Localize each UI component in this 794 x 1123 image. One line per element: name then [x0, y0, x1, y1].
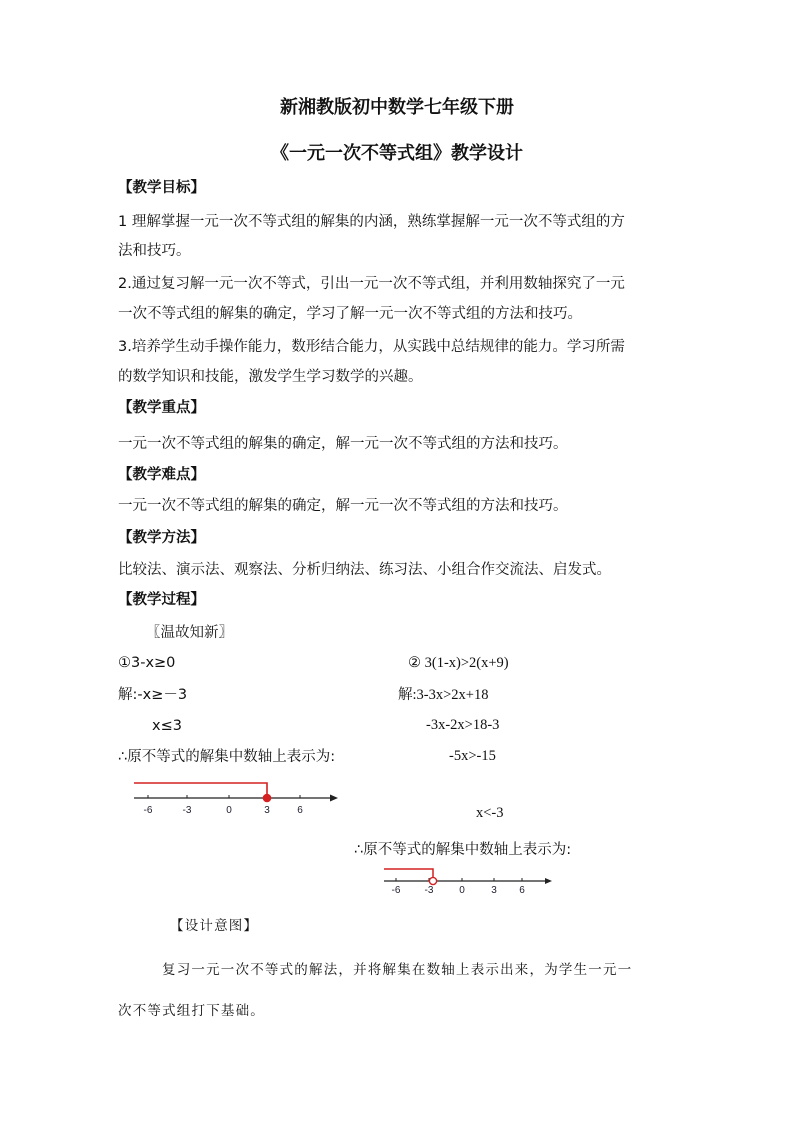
number-line-2-tick-label: -3 [424, 885, 434, 896]
design-intent-heading: 【设计意图】 [170, 918, 259, 934]
goal-3-line-2: 的数学知识和技能，激发学生学习数学的兴趣。 [118, 369, 423, 385]
problem-2-step-4: x<-3 [476, 805, 504, 821]
goal-1-line-1: 1 理解掌握一元一次不等式组的解集的内涵，熟练掌握解一元一次不等式组的方 [118, 214, 625, 230]
number-line-2-tick-label: 3 [491, 885, 497, 896]
number-line-2-tick-label: 0 [459, 885, 465, 896]
number-line-1-tick-label: 0 [226, 805, 232, 816]
number-line-1-tick-label: -6 [143, 805, 153, 816]
problem-2-step-3: -5x>-15 [449, 748, 496, 764]
problem-1-step-1: 解:-x≥－3 [118, 687, 188, 703]
review-label: 〖温故知新〗 [146, 625, 233, 641]
problem-1-conclusion: ∴原不等式的解集中数轴上表示为: [118, 749, 336, 765]
design-intent-line-2: 次不等式组打下基础。 [118, 1003, 265, 1019]
goal-3-line-1: 3.培养学生动手操作能力，数形结合能力，从实践中总结规律的能力。学习所需 [118, 339, 625, 355]
design-intent-line-1: 复习一元一次不等式的解法，并将解集在数轴上表示出来，为学生一元一 [162, 962, 633, 978]
section-heading-goals: 【教学目标】 [118, 180, 205, 196]
number-line-1 [126, 780, 346, 820]
methods-text: 比较法、演示法、观察法、分析归纳法、练习法、小组合作交流法、启发式。 [118, 562, 611, 578]
number-line-1-tick-label: -3 [182, 805, 192, 816]
section-heading-key-points: 【教学重点】 [118, 400, 205, 416]
number-line-2-arrow [545, 878, 552, 884]
difficulties-text: 一元一次不等式组的解集的确定，解一元一次不等式组的方法和技巧。 [118, 498, 568, 514]
problem-2-step-2: -3x-2x>18-3 [426, 717, 500, 733]
problem-1-step-2: x≤3 [152, 718, 182, 734]
section-heading-difficulties: 【教学难点】 [118, 467, 205, 483]
section-heading-methods: 【教学方法】 [118, 530, 205, 546]
document-title: 新湘教版初中数学七年级下册 [280, 97, 514, 118]
number-line-1-closed-point [263, 794, 271, 802]
problem-2-step-1: 解:3-3x>2x+18 [398, 687, 489, 703]
document-subtitle: 《一元一次不等式组》教学设计 [271, 143, 523, 164]
number-line-2-tick-label: 6 [519, 885, 525, 896]
number-line-1-arrow [330, 795, 338, 802]
problem-2-statement: ② 3(1-x)>2(x+9) [408, 655, 509, 671]
number-line-1-solution-ray [134, 783, 267, 798]
goal-2-line-1: 2.通过复习解一元一次不等式，引出一元一次不等式组，并利用数轴探究了一元 [118, 276, 625, 292]
number-line-2 [380, 864, 560, 896]
number-line-2-tick-label: -6 [391, 885, 401, 896]
number-line-1-tick-label: 6 [297, 805, 303, 816]
number-line-1-tick-label: 3 [264, 805, 270, 816]
section-heading-process: 【教学过程】 [118, 592, 205, 608]
problem-2-conclusion: ∴原不等式的解集中数轴上表示为: [354, 842, 572, 858]
number-line-2-open-point [429, 877, 436, 884]
number-line-2-solution-ray [384, 869, 433, 881]
goal-2-line-2: 一次不等式组的解集的确定，学习了解一元一次不等式组的方法和技巧。 [118, 306, 582, 322]
problem-1-statement: ①3-x≥0 [118, 655, 176, 671]
goal-1-line-2: 法和技巧。 [118, 243, 191, 259]
key-points-text: 一元一次不等式组的解集的确定，解一元一次不等式组的方法和技巧。 [118, 436, 568, 452]
